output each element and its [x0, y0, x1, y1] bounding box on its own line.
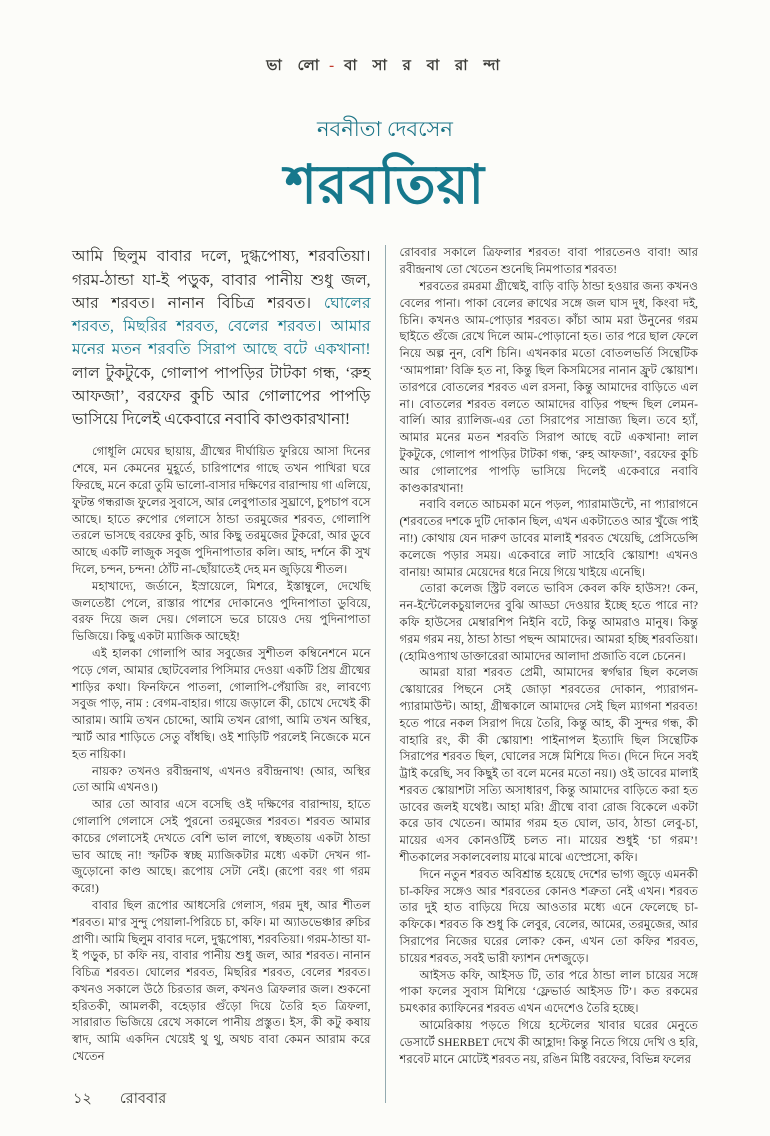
paragraph: রোববার সকালে ত্রিফলার শরবত! বাবা পারতেনও বাবা! আর রবীন্দ্রনাথ তো খেতেন শুনেছি নিমপাতার শরবত! — [399, 246, 698, 277]
article-title: শরবতিয়া — [284, 155, 486, 215]
series-header-dash: - — [329, 58, 339, 74]
paragraph: নায়ক? তখনও রবীন্দ্রনাথ, এখনও রবীন্দ্রনাথ! (আর, অস্থির তো আমি এখনও।) — [72, 764, 371, 795]
paragraph: আর তো আবার এসে বসেছি ওই দক্ষিণের বারান্দায়, হাতে গোলাপি গেলাসে সেই পুরনো তরমুজের শরবত। শরবত আমার কাচের গেলাসেই দেখতে বেশি ভাল লাগে, স্বচ্ছতায় একটা ঠান্ডা ভাব আছে না! স্ফটিক স্বচ্ছ ম্যাজিকটার মধ্যে একটা দেখন গা-জুড়োনো কাণ্ড আছে। রূপোয় সেটা নেই। (রূপো বরং গা গরম করে!) — [72, 798, 371, 896]
author-name: নবনীতা দেবসেন — [317, 117, 453, 141]
paragraph: নবাবি বলতে আচমকা মনে পড়ল, প্যারামাউন্টে, না প্যারাগনে (শরবতের দশকে দুটি দোকান ছিল, এখন একটাতেও আর খুঁজে পাই না!) কোথায় যেন দারুণ ডাবের মালাই শরবত খেয়েছি, প্রেসিডেন্সি কলেজে পড়ার সময়। একেবারে লাট সাহেবি স্কোয়াশ! এখনও বানায়! আমার মেয়েদের ধরে নিয়ে গিয়ে খাইয়ে এনেছি। — [399, 498, 698, 579]
paragraph: মহাখাদ্যে, জর্ডানে, ইস্রায়েলে, মিশরে, ইস্তাম্বুলে, দেখেছি জলতেষ্টা পেলে, রাস্তার পাশের দোকানেও পুদিনাপাতা ডুবিয়ে, বরফ দিয়ে জল দেয়। গেলাসে ভরে চায়েও দেয় পুদিনাপাতা ভিজিয়ে। কিছু একটা ম্যাজিক আছেই! — [72, 579, 371, 644]
paragraph: আমরা যারা শরবত প্রেমী, আমাদের স্বর্গদ্বার ছিল কলেজ স্কোয়ারের পিছনে সেই জোড়া শরবতের দোকান, প্যারাগন-প্যারামাউন্ট। আহা, গ্রীষ্মকালে আমাদের সেই ছিল ম্যাগনা শরবত! হতে পারে নকল সিরাপ দিয়ে তৈরি, কিন্তু আহ, কী সুন্দর গন্ধ, কী বাহারি রং, কী কী স্কোয়াশ! পাইনাপল ইত্যাদি ছিল সিন্থেটিক সিরাপের শরবত ছিল, ঘোলের সঙ্গে মিশিয়ে দিত। (দিনে দিনে সবই ট্রাই করেছি, সব কিছুই তা বলে মনের মতো নয়।) ওই ডাবের মালাই শরবত স্কোয়াশটা সত্যি অসাধারণ, কিন্তু আমাদের বাড়িতে করা হত ডাবের জলই যথেষ্ট। আহা মরি! গ্রীষ্মে বাবা রোজ বিকেলে একটা করে ডাব খেতেন। আমার গরম হত ঘোল, ডাব, ঠান্ডা লেবু-চা, মায়ের এসব কোনওটিই চলত না। মায়ের শুধুই ‘চা গরম’! শীতকালের সকালবেলায় মাঝে মাঝে এস্প্রেসো, কফি। — [399, 666, 698, 865]
series-header — [0, 54, 770, 79]
intro-text-end: লাল টুকটুকে, গোলাপ পাপড়ির টাটকা গন্ধ, ‘রুহ আফজা’, বরফের কুচি আর গোলাপের পাপড়ি ভাসিয়ে দিলেই একেবারে নবাবি কাণ্ডকারখানা! — [72, 364, 371, 429]
right-column — [400, 245, 699, 1103]
left-column — [72, 245, 371, 1103]
paragraph: শরবতের রমরমা গ্রীষ্মেই, বাড়ি বাড়ি ঠান্ডা হওয়ার জন্য কখনও বেলের পানা। পাকা বেলের ক্বাথের সঙ্গে জল ঘাস দুধ, কিংবা দই, চিনি। কখনও আম-পোড়ার শরবত। কাঁচা আম মরা উনুনের গরম ছাইতে গুঁজে রেখে দিলে আম-পোড়ানো হত। তার পরে ছাল ফেলে নিয়ে অল্প নুন, বেশি চিনি। এখনকার মতো বোতলভর্তি সিন্থেটিক ‘আমপান্না’ বিক্রি হত না, কিন্তু ছিল কিসমিসের নানান ফ্রুট স্কোয়াশ। তারপরে বোতলের শরবত এল রসনা, কিন্তু আমাদের বাড়িতে এল না। বোতলের শরবত বলতে আমাদের বাড়ির পছন্দ ছিল লেমন-বার্লি। আর র‍্যালিজ-এর তো সিরাপের সাম্রাজ্য ছিল। তবে হ্যাঁ, আমার মনের মতন শরবতি সিরাপ আছে বটে একখানা! লাল টুকটুকে, গোলাপ পাপড়ির টাটকা গন্ধ, ‘রুহ আফজা’, বরফের কুচি আর গোলাপের পাপড়ি ভাসিয়ে দিলেই একেবারে নবাবি কাণ্ডকারখানা! — [399, 279, 698, 495]
intro-paragraph — [72, 245, 371, 431]
masthead — [0, 0, 770, 215]
paragraph: দিনে নতুন শরবত অবিশ্রান্ত হয়েছে দেশের ভাগ্য জুড়ে এমনকী চা-কফির সঙ্গেও আর শরবতের কোনও শত্রুতা নেই এখন। শরবত তার দুই হাত বাড়িয়ে দিয়ে আওতার মধ্যে এনে ফেলেছে চা-কফিকে। শরবত কি শুধু কি লেবুর, বেলের, আমের, তরমুজের, আর সিরাপের নিজের ঘরের লোক? কেন, এখন তো কফির শরবত, চায়ের শরবত, সবই ভারী ফ্যাশন দেশজুড়ে। — [399, 867, 698, 965]
paragraph: আমেরিকায় পড়তে গিয়ে হস্টেলের খাবার ঘরের মেনুতে ডেসার্টে SHERBET দেখে কী আহ্লাদ! কিন্তু নিতে গিয়ে দেখি ও হরি, শরবেট মানে মোটেই শরবত নয়, রঙিন মিষ্টি বরফের, বিভিন্ন ফলের — [399, 1019, 698, 1066]
series-header-left: ভা লো — [266, 58, 324, 74]
series-header-right: বা সা র বা রা ন্দা — [344, 58, 504, 74]
magazine-name: রোববার — [119, 1091, 167, 1107]
article-body — [0, 245, 770, 1103]
intro-text-start: আমি ছিলুম বাবার দলে, দুগ্ধপোষ্য, শরবতিয়া। গরম-ঠান্ডা যা-ই পড়ুক, বাবার পানীয় শুধু জল, আর শরবত। নানান বিচিত্র শরবত। — [72, 248, 371, 312]
column-divider — [385, 245, 386, 1103]
paragraph: গোধূলি মেঘের ছায়ায়, গ্রীষ্মের দীর্ঘায়িত ফুরিয়ে আসা দিনের শেষে, মন কেমনের মুহূর্তে, চারিপাশের গাছে তখন পাখিরা ঘরে ফিরছে, মনে করো তুমি ভালো-বাসার দক্ষিণের বারান্দায় গা এলিয়ে, ফুটন্ত গন্ধরাজ ফুলের সুবাসে, আর লেবুপাতার সুঘ্রাণে, চুপচাপ বসে আছে। হাতে রুপোর গেলাসে ঠান্ডা তরমুজের শরবত, গোলাপি তরলে ভাসছে বরফের কুচি, আর কিছু তরমুজের টুকরো, আর ডুবে আছে একটি লাজুক সবুজ পুদিনাপাতার কলি। আহ, দর্শনে কী সুখ দিলে, চন্দন, চন্দন! ঠোঁট না-ছোঁয়াতেই দেহ মন জুড়িয়ে শীতল। — [72, 445, 371, 576]
page-number: ১২ — [73, 1091, 92, 1107]
paragraph: তোরা কলেজ স্ট্রিট বলতে ভাবিস কেবল কফি হাউস?! কেন, নন-ইন্টেলেকচুয়ালদের বুঝি আড্ডা দেওয়ার ইচ্ছে হতে পারে না? কফি হাউসের মেম্বারশিপ নিইনি বটে, কিন্তু আমরাও মানুষ। কিন্তু গরম গরম নয়, ঠান্ডা ঠান্ডা পছন্দ আমাদের। আমরা হচ্ছি শরবতিয়া। (হোমিওপ্যাথ ডাক্তারেরা আমাদের আলাদা প্রজাতি বলে চেনেন। — [399, 582, 698, 663]
paragraph: বাবার ছিল রূপোর আধসেরি গেলাস, গরম দুধ, আর শীতল শরবত। মা'র সুন্দু পেয়ালা-পিরিচে চা, কফি। মা অ্যাডভেঞ্চার রুচির প্রাণী। আমি ছিলুম বাবার দলে, দুগ্ধপোষ্য, শরবতিয়া। গরম-ঠান্ডা যা-ই পড়ুক, চা কফি নয়, বাবার পানীয় শুধু জল, আর শরবত। নানান বিচিত্র শরবত। ঘোলের শরবত, মিছরির শরবত, বেলের শরবত। কখনও সকালে উঠে চিরতার জল, কখনও ত্রিফলার জল। শুকনো হরিতকী, আমলকী, বহেড়ার গুঁড়ো দিয়ে তৈরি হত ত্রিফলা, সারারাত ভিজিয়ে রেখে সকালে পানীয় প্রস্তুত। ইস, কী কটু কষায় স্বাদ, আমি একদিন খেয়েই থু থু, অথচ বাবা কেমন আরাম করে খেতেন — [72, 898, 371, 1064]
intro-text-highlight: ঘোলের শরবত, মিছরির শরবত, বেলের শরবত। আমার মনের মতন শরবতি সিরাপ আছে বটে একখানা! — [72, 294, 371, 359]
page-footer — [73, 1088, 166, 1112]
paragraph: এই হালকা গোলাপি আর সবুজের সুশীতল কম্বিনেশনে মনে পড়ে গেল, আমার ছোটবেলার পিসিমার দেওয়া একটি প্রিয় গ্রীষ্মের শাড়ির কথা। ফিনফিনে পাতলা, গোলাপি-পেঁয়াজি রং, লাবণ্যে সবুজ পাড়, নাম : বেগম-বাহার। গায়ে জড়ালে কী, চোখে দেখেই কী আরাম। আমি তখন চোদ্দো, আমি তখন রোগা, আমি তখন অস্থির, স্মার্ট আর শাড়িতে সেতু বাঁধছি। ওই শাড়িটি পরলেই নিজেকে মনে হত নায়িকা। — [72, 646, 371, 761]
paragraph: আইসড কফি, আইসড টি, তার পরে ঠান্ডা লাল চায়ের সঙ্গে পাকা ফলের সুবাস মিশিয়ে ‘ফ্লেভার্ড আইসড টি’। কত রকমের চমৎকার ক্যাফিনের শরবত এখন এদেশেও তৈরি হচ্ছে। — [399, 968, 698, 1016]
